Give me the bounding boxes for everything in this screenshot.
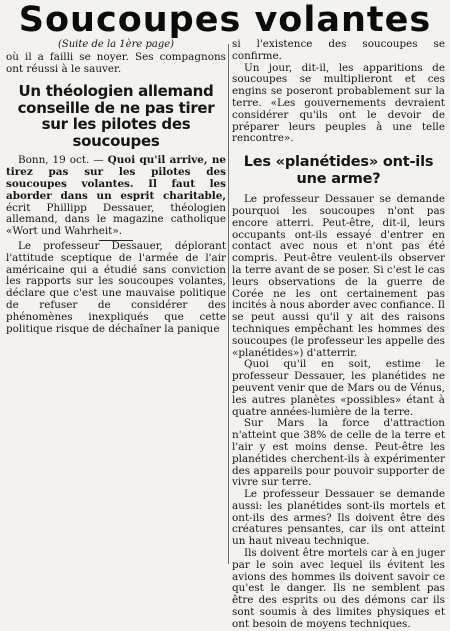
body-paragraph-4: Le professeur Dessauer se demande pourquoi les soucoupes n'ont pas encore atterri. Peut-être, dit-il, leurs occupants ont-ils essayé d'entrer en contact avec nous et n'ont pas été compris. Peut-être veulent-ils observer la terre avant de se poser. Si c'est le cas leurs observations de la guerre de Corée ne les ont certainement pas incités à nous aborder avec confiance. Il se peut aussi qu'il y ait des raisons techniques empêchant les hommes des soucoupes (le professeur les appelle des «planétides») d'atterrir. — [232, 193, 445, 359]
body-paragraph-5: Quoi qu'il en soit, estime le professeur Dessauer, les planétides ne peuvent venir que de Mars ou de Vénus, les autres planètes «possibles» étant à quatre années-lumière de la terre. — [232, 358, 445, 418]
body-paragraph-6: Sur Mars la force d'attraction n'atteint que 38% de celle de la terre et l'air y est moins dense. Peut-être les planétides cherchent-ils à expérimenter des appareils pour pouvoir supporter de vivre sur terre. — [232, 417, 445, 489]
right-column — [232, 39, 445, 631]
column-divider — [228, 44, 229, 564]
left-column — [6, 39, 226, 335]
body-paragraph-8: Ils doivent être mortels car à en juger par le soin avec lequel ils évitent les avions des hommes ils doivent savoir ce qu'est le danger. Ils ne semblent pas être des esprits ou des démons car ils sont soumis à des limites physiques et ont besoin de moyens techniques. — [232, 547, 445, 630]
continuation-paragraph: si l'existence des soucoupes se confirme. — [232, 38, 445, 62]
continued-notice: (Suite de la 1ère page) — [57, 39, 175, 50]
intro-paragraph: où il a failli se noyer. Ses compagnons ont réussi à le sauver. — [6, 50, 226, 75]
lead-paragraph — [6, 155, 226, 238]
lead-emphasis: Quoi qu'il arrive, ne tirez pas sur les pilotes des soucoupes volantes. Il faut les aborder dans un esprit charitable, — [6, 154, 226, 202]
body-paragraph-2: Le professeur Dessauer, déplorant l'attitude sceptique de l'armée de l'air américaine qui a étudié sans conviction les rapports sur les soucoupes volantes, déclare que c'est une mauvaise politique de refuser de considérer des phénomènes inexpliqués que cette politique risque de déchaîner la panique — [6, 239, 226, 335]
masthead-title: Soucoupes volantes — [18, 0, 432, 40]
subheading: Les «planétides» ont-ils une arme? — [243, 154, 434, 187]
dateline: Bonn, 19 oct. — — [18, 154, 108, 167]
body-paragraph-3: Un jour, dit-il, les apparitions de soucoupes se multiplieront et ces engins se poseront probablement sur la terre. «Les gouvernements devraient considérer qu'ils ont le devoir de préparer leurs peuples à une telle rencontre». — [232, 61, 445, 145]
body-paragraph-7: Le professeur Dessauer se demande aussi: les planétides sont-ils mortels et ont-ils des armes? Ils doivent être des créatures pensantes, car ils ont atteint un haut niveau technique. — [232, 488, 445, 548]
lead-rest: écrit Phillipp Dessauer, théologien allemand, dans le magazine catholique «Wort und Wahrheit». — [6, 201, 226, 238]
article-headline: Un théologien allemand conseille de ne pas tirer sur les pilotes des soucoupes — [17, 82, 215, 150]
